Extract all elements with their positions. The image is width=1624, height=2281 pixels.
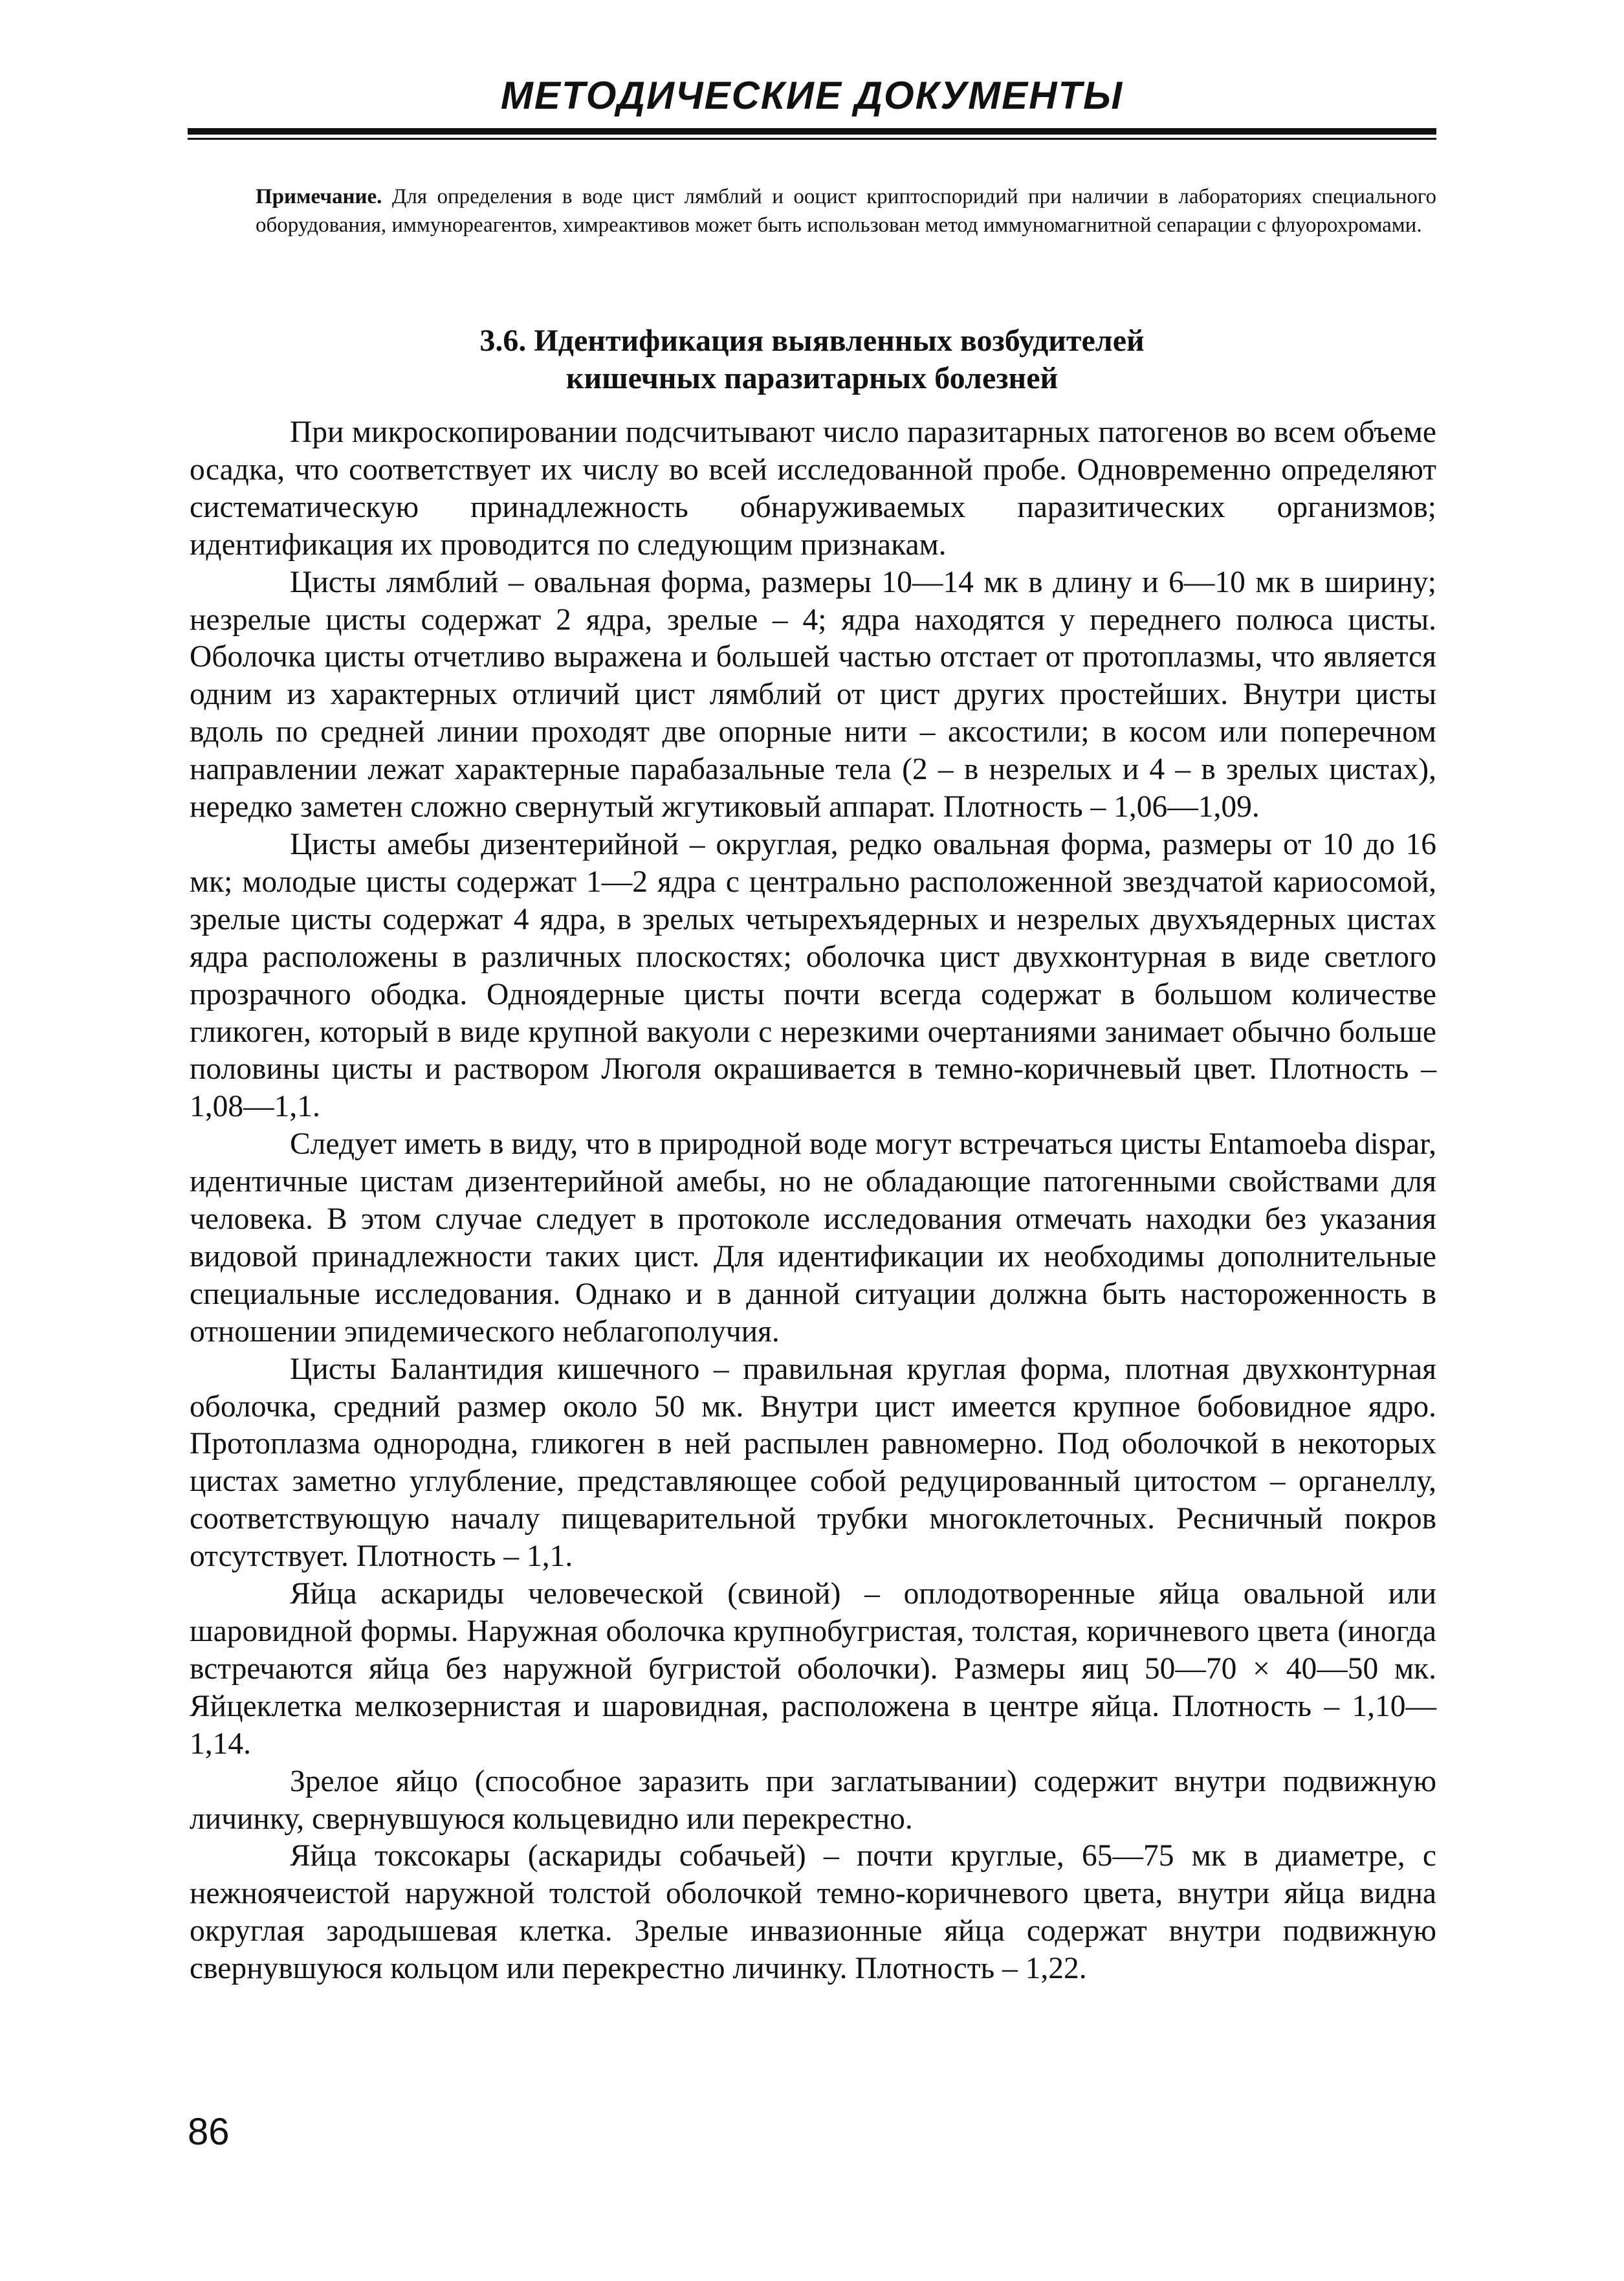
note-text: Для определения в воде цист лямблий и ооцист криптоспоридий при наличии в лабораториях специального оборудования, иммунореагентов, химреактивов может быть использован метод иммуномагнитной сепарации с флуорохромами.: [256, 185, 1436, 237]
section-heading-line-1: 3.6. Идентификация выявленных возбудителей: [479, 324, 1145, 358]
note-label: Примечание.: [256, 185, 382, 208]
section-heading: [188, 322, 1436, 397]
running-header: [188, 71, 1436, 120]
paragraph-microscopy: При микроскопировании подсчитывают число паразитарных патогенов во всем объеме осадка, что соответствует их числу во всей исследованной пробе. Одновременно определяют систематическую принадлежность обнаруживаемых паразитических организмов; идентификация их проводится по следующим признакам.: [190, 415, 1436, 562]
paragraph-toxocara-eggs: Яйца токсокары (аскариды собачьей) – почти круглые, 65—75 мк в диаметре, с нежноячеистой наружной толстой оболочкой темно-коричневого цвета, внутри яйца видна округлая зародышевая клетка. Зрелые инвазионные яйца содержат внутри подвижную свернувшуюся кольцом или перекрестно личинку. Плотность – 1,22.: [190, 1839, 1436, 1986]
header-title: МЕТОДИЧЕСКИЕ ДОКУМЕНТЫ: [500, 74, 1124, 117]
body-text: [190, 414, 1436, 1988]
note-paragraph: [256, 182, 1436, 239]
paragraph-entamoeba-dispar: Следует иметь в виду, что в природной воде могут встречаться цисты Entamoeba dispar, идентичные цистам дизентерийной амебы, но не обладающие патогенными свойствами для человека. В этом случае следует в протоколе исследования отмечать находки без указания видовой принадлежности таких цист. Для идентификации их необходимы дополнительные специальные исследования. Однако и в данной ситуации должна быть настороженность в отношении эпидемического неблагополучия.: [190, 1127, 1436, 1349]
paragraph-amoeba-cysts: Цисты амебы дизентерийной – округлая, редко овальная форма, размеры от 10 до 16 мк; молодые цисты содержат 1—2 ядра с центрально расположенной звездчатой кариосомой, зрелые цисты содержат 4 ядра, в зрелых четырехъядерных и незрелых двухъядерных цистах ядра расположены в различных плоскостях; оболочка цист двухконтурная в виде светлого прозрачного ободка. Одноядерные цисты почти всегда содержат в большом количестве гликоген, который в виде крупной вакуоли с нерезкими очертаниями занимает обычно больше половины цисты и раствором Люголя окрашивается в темно-коричневый цвет. Плотность – 1,08—1,1.: [190, 827, 1436, 1124]
page-number: 86: [188, 2111, 230, 2153]
header-rule-thin: [188, 138, 1436, 140]
paragraph-balantidium-cysts: Цисты Балантидия кишечного – правильная круглая форма, плотная двухконтурная оболочка, средний размер около 50 мк. Внутри цист имеется крупное бобовидное ядро. Протоплазма однородна, гликоген в ней распылен равномерно. Под оболочкой в некоторых цистах заметно углубление, представляющее собой редуцированный цитостом – органеллу, соответствующую началу пищеварительной трубки многоклеточных. Ресничный покров отсутствует. Плотность – 1,1.: [190, 1352, 1436, 1574]
paragraph-ascaris-eggs: Яйца аскариды человеческой (свиной) – оплодотворенные яйца овальной или шаровидной формы. Наружная оболочка крупнобугристая, толстая, коричневого цвета (иногда встречаются яйца без наружной бугристой оболочки). Размеры яиц 50—70 × 40—50 мк. Яйцеклетка мелкозернистая и шаровидная, расположена в центре яйца. Плотность – 1,10—1,14.: [190, 1577, 1436, 1761]
section-heading-line-2: кишечных паразитарных болезней: [565, 361, 1059, 395]
paragraph-giardia-cysts: Цисты лямблий – овальная форма, размеры 10—14 мк в длину и 6—10 мк в ширину; незрелые цисты содержат 2 ядра, зрелые – 4; ядра находятся у переднего полюса цисты. Оболочка цисты отчетливо выражена и большей частью отстает от протоплазмы, что является одним из характерных отличий цист лямблий от цист других простейших. Внутри цисты вдоль по средней линии проходят две опорные нити – аксостили; в косом или поперечном направлении лежат характерные парабазальные тела (2 – в незрелых и 4 – в зрелых цистах), нередко заметен сложно свернутый жгутиковый аппарат. Плотность – 1,06—1,09.: [190, 565, 1436, 824]
header-rule: [188, 128, 1436, 135]
paragraph-mature-egg: Зрелое яйцо (способное заразить при заглатывании) содержит внутри подвижную личинку, свернувшуюся кольцевидно или перекрестно.: [190, 1764, 1436, 1836]
